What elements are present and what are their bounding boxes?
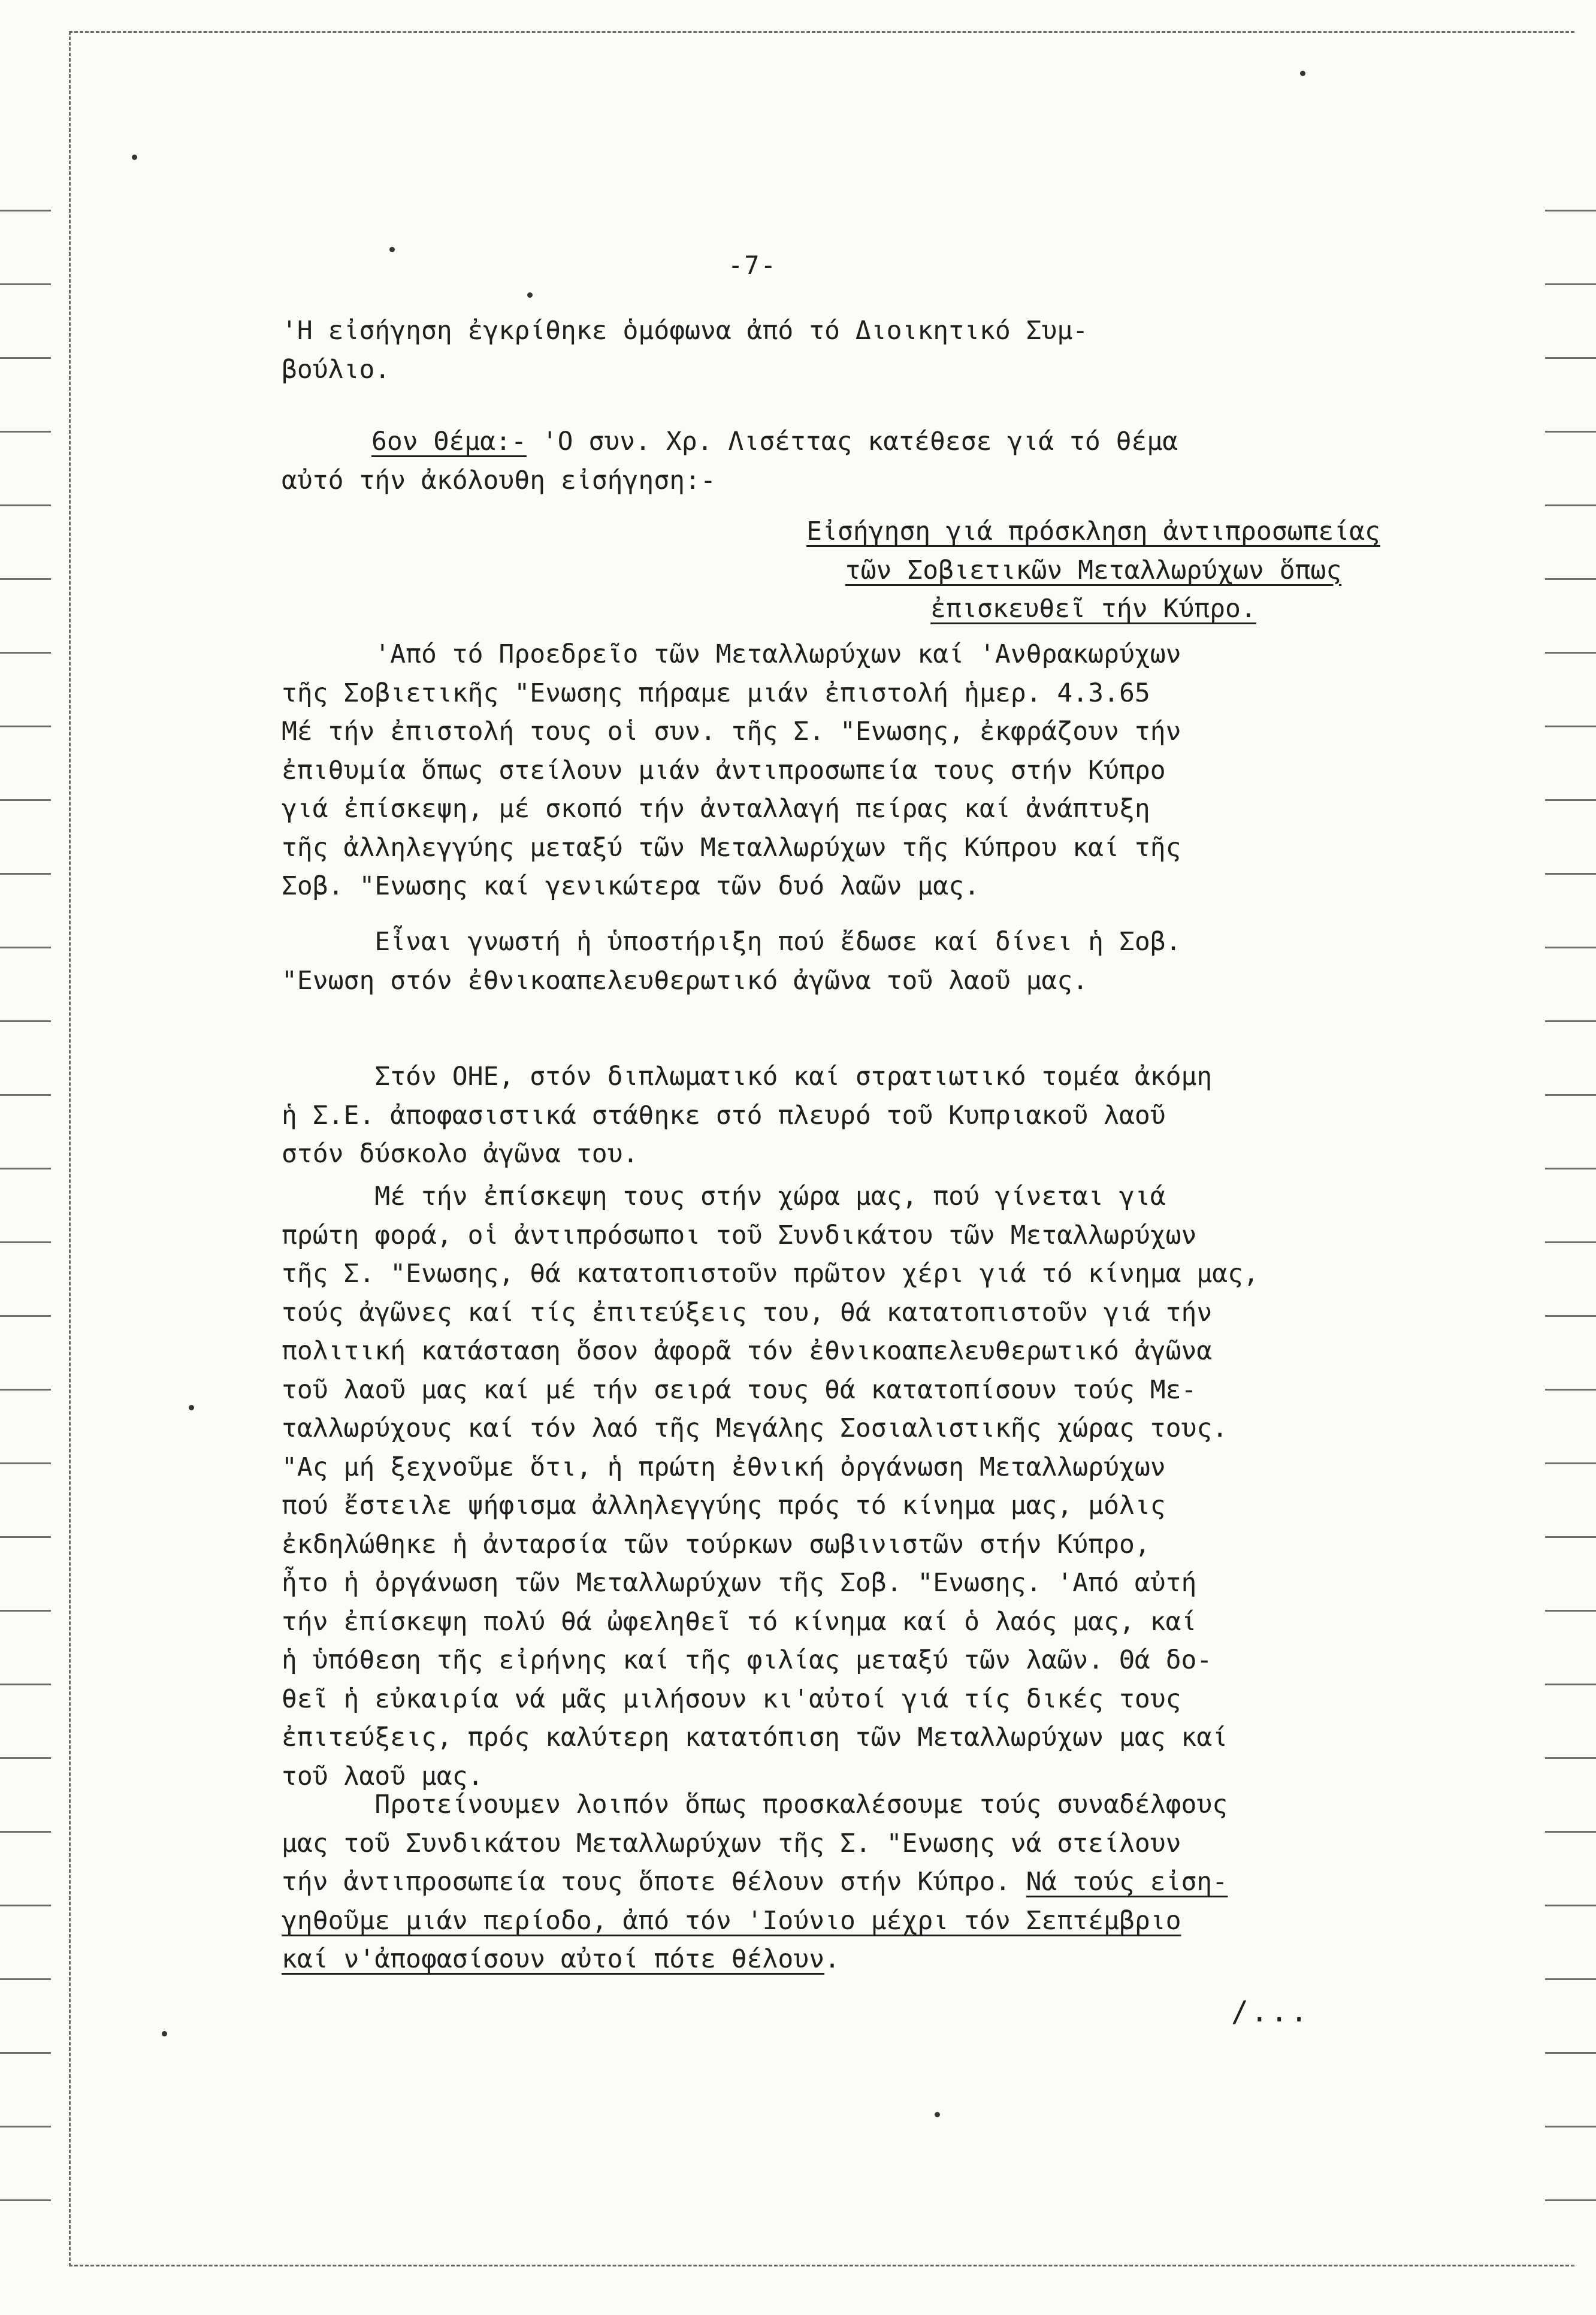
intro-text <box>282 312 1402 389</box>
item-line-rest: 'Ο συν. Χρ. Λισέττας κατέθεσε γιά τό θέμα <box>526 427 1178 457</box>
text-line: τούς ἀγῶνες καί τίς ἐπιτεύξεις του, θά κατατοπιστοῦν γιά τήν <box>282 1297 1213 1328</box>
scan-speck <box>1300 71 1305 76</box>
text-line: βούλιο. <box>282 354 391 385</box>
text-segment: . <box>824 1944 840 1974</box>
text-line: πού ἔστειλε ψήφισμα ἀλληλεγγύης πρός τό κίνημα μας, μόλις <box>282 1491 1166 1521</box>
text-line: τῆς Σοβιετικῆς "Ενωσης πήραμε μιάν ἐπιστολή ἡμερ. 4.3.65 <box>282 678 1150 708</box>
text-line: "Ας μή ξεχνοῦμε ὅτι, ἡ πρώτη ἐθνική ὀργάνωση Μεταλλωρύχων <box>282 1452 1166 1482</box>
underlined-segment: γηθοῦμε μιάν περίοδο, ἀπό τόν 'Ιούνιο μέχρι τόν Σεπτέμβριο <box>282 1905 1181 1936</box>
text-segment: τήν ἀντιπροσωπεία τους ὅποτε θέλουν στήν Κύπρο. <box>282 1867 1026 1897</box>
text-line: "Ενωση στόν ἐθνικοαπελευθερωτικό ἀγῶνα τοῦ λαοῦ μας. <box>282 965 1089 996</box>
text-line: Μέ τήν ἐπιστολή τους οἱ συν. τῆς Σ. "Ενωσης, ἐκφράζουν τήν <box>282 717 1181 747</box>
left-margin-marks <box>0 156 51 2223</box>
text-line: ταλλωρύχους καί τόν λαό τῆς Μεγάλης Σοσιαλιστικῆς χώρας τους. <box>282 1413 1228 1443</box>
scan-speck <box>132 155 137 160</box>
text-line: πρώτη φορά, οἱ ἀντιπρόσωποι τοῦ Συνδικάτου τῶν Μεταλλωρύχων <box>282 1220 1197 1250</box>
text-line: ἦτο ἡ ὀργάνωση τῶν Μεταλλωρύχων τῆς Σοβ. "Ενωσης. 'Από αὐτή <box>282 1568 1197 1598</box>
text-line: ἐπιτεύξεις, πρός καλύτερη κατατόπιση τῶν Μεταλλωρύχων μας καί <box>282 1722 1228 1752</box>
paragraph-2 <box>282 923 1402 1000</box>
title-line: τῶν Σοβιετικῶν Μεταλλωρύχων ὅπως <box>845 555 1342 585</box>
scan-speck <box>162 2031 167 2036</box>
text-line: μας τοῦ Συνδικάτου Μεταλλωρύχων τῆς Σ. "Ενωσης νά στείλουν <box>282 1828 1181 1858</box>
text-line: 'Η εἰσήγηση ἐγκρίθηκε ὁμόφωνα ἀπό τό Διοικητικό Συμ- <box>282 316 1089 346</box>
right-margin-marks <box>1545 156 1596 2223</box>
item-label: 6ον Θέμα:- <box>371 427 527 457</box>
text-line: Στόν ΟΗΕ, στόν διπλωματικό καί στρατιωτικό τομέα ἀκόμη <box>282 1062 1213 1092</box>
text-line: ἐπιθυμία ὅπως στείλουν μιάν ἀντιπροσωπεία τους στήν Κύπρο <box>282 755 1166 785</box>
text-line <box>282 1902 1402 1941</box>
continuation-mark: /... <box>1231 1995 1310 2029</box>
text-line: Εἶναι γνωστή ἡ ὑποστήριξη πού ἔδωσε καί δίνει ἡ Σοβ. <box>282 927 1181 957</box>
scan-speck <box>527 292 533 298</box>
paragraph-1 <box>282 635 1402 906</box>
text-line: τῆς Σ. "Ενωσης, θά κατατοπιστοῦν πρῶτον χέρι γιά τό κίνημα μας, <box>282 1259 1259 1289</box>
text-line <box>282 1863 1402 1902</box>
scan-speck <box>389 247 395 252</box>
text-line <box>282 422 1402 461</box>
paragraph-4 <box>282 1177 1402 1796</box>
text-line: τοῦ λαοῦ μας. <box>282 1761 483 1791</box>
text-line: τήν ἐπίσκεψη πολύ θά ὠφεληθεῖ τό κίνημα καί ὁ λαός μας, καί <box>282 1606 1197 1637</box>
text-line: αὐτό τήν ἀκόλουθη εἰσήγηση:- <box>282 465 716 495</box>
text-line: στόν δύσκολο ἀγῶνα του. <box>282 1139 639 1169</box>
paragraph-3 <box>282 1057 1402 1174</box>
underlined-segment: Νά τούς εἰση- <box>1026 1867 1228 1897</box>
underlined-segment: καί ν'ἀποφασίσουν αὐτοί πότε θέλουν <box>282 1944 825 1974</box>
text-line: ἐκδηλώθηκε ἡ ἀνταρσία τῶν τούρκων σωβινιστῶν στήν Κύπρο, <box>282 1529 1150 1560</box>
title-line: Εἰσήγηση γιά πρόσκληση ἀντιπροσωπείας <box>806 516 1380 546</box>
text-line: Μέ τήν ἐπίσκεψη τους στήν χώρα μας, πού γίνεται γιά <box>282 1181 1166 1211</box>
text-line: ἡ Σ.Ε. ἀποφασιστικά στάθηκε στό πλευρό τοῦ Κυπριακοῦ λαοῦ <box>282 1100 1166 1131</box>
text-line: τῆς ἀλληλεγγύης μεταξύ τῶν Μεταλλωρύχων τῆς Κύπρου καί τῆς <box>282 832 1181 863</box>
text-line: τοῦ λαοῦ μας καί μέ τήν σειρά τους θά κατατοπίσουν τούς Με- <box>282 1374 1197 1405</box>
page-number: -7- <box>728 250 777 280</box>
item-six <box>282 422 1402 500</box>
title-line: ἐπισκευθεῖ τήν Κύπρο. <box>930 594 1256 624</box>
text-line: γιά ἐπίσκεψη, μέ σκοπό τήν ἀνταλλαγή πείρας καί ἀνάπτυξη <box>282 794 1150 824</box>
text-line: θεῖ ἡ εὐκαιρία νά μᾶς μιλήσουν κι'αὐτοί γιά τίς δικές τους <box>282 1684 1181 1714</box>
scan-speck <box>935 2112 940 2117</box>
text-line: Σοβ. "Ενωσης καί γενικώτερα τῶν δυό λαῶν μας. <box>282 871 980 901</box>
proposal-title <box>746 512 1441 628</box>
text-line: πολιτική κατάσταση ὅσον ἀφορᾶ τόν ἐθνικοαπελευθερωτικό ἀγῶνα <box>282 1336 1213 1366</box>
text-line <box>282 1940 1402 1979</box>
text-line: Προτείνουμεν λοιπόν ὅπως προσκαλέσουμε τούς συναδέλφους <box>282 1790 1228 1820</box>
paragraph-5 <box>282 1785 1402 1979</box>
text-line: ἡ ὑπόθεση τῆς εἰρήνης καί τῆς φιλίας μεταξύ τῶν λαῶν. Θά δο- <box>282 1645 1213 1675</box>
scan-speck <box>189 1405 194 1410</box>
text-line: 'Από τό Προεδρεῖο τῶν Μεταλλωρύχων καί 'Ανθρακωρύχων <box>282 639 1181 669</box>
